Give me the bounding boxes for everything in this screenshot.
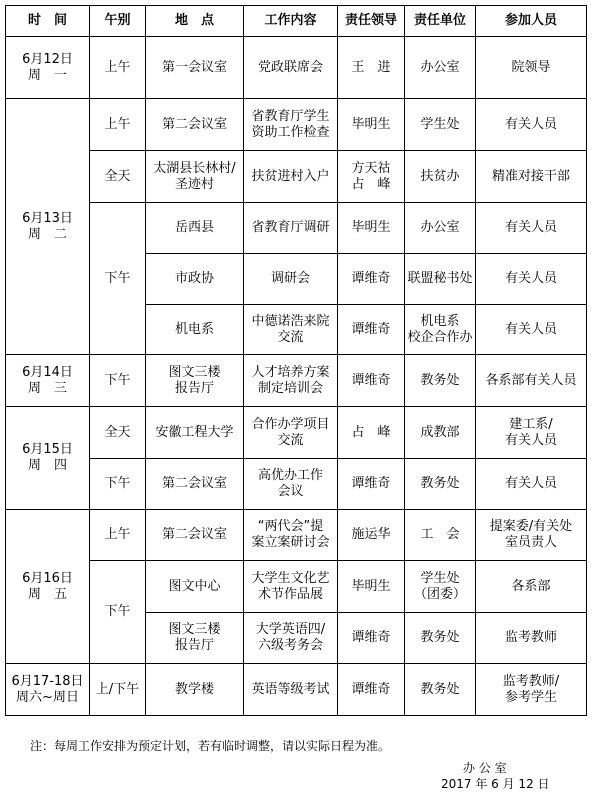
unit-cell: 学生处 （团委） [405, 561, 476, 613]
location-cell: 第二会议室 [146, 510, 244, 561]
content-cell: 调研会 [244, 254, 338, 305]
date-cell: 6月16日 周 五 [6, 510, 90, 664]
signature-date: 2017 年 6 月 12 日 [441, 777, 550, 791]
leader-cell: 谭维奇 [338, 254, 405, 305]
period-cell: 下午 [90, 459, 146, 510]
unit-cell: 教务处 [405, 459, 476, 510]
participants-cell: 各系部有关人员 [476, 355, 587, 407]
header-leader: 责任领导 [338, 6, 405, 37]
content-cell: “两代会”提 案立案研讨会 [244, 510, 338, 561]
location-cell: 图文三楼 报告厅 [146, 355, 244, 407]
period-cell: 上午 [90, 99, 146, 151]
content-cell: 省教育厅调研 [244, 203, 338, 254]
content-cell: 人才培养方案 制定培训会 [244, 355, 338, 407]
participants-cell: 提案委/有关处 室员责人 [476, 510, 587, 561]
header-participants: 参加人员 [476, 6, 587, 37]
leader-cell: 谭维奇 [338, 305, 405, 355]
unit-cell: 教务处 [405, 355, 476, 407]
leader-cell: 占 峰 [338, 407, 405, 459]
leader-cell: 毕明生 [338, 561, 405, 613]
location-cell: 第一会议室 [146, 37, 244, 99]
location-cell: 图文三楼 报告厅 [146, 613, 244, 664]
unit-cell: 机电系 校企合作办 [405, 305, 476, 355]
content-cell: 合作办学项目 交流 [244, 407, 338, 459]
participants-cell: 有关人员 [476, 254, 587, 305]
table-row [6, 203, 587, 254]
participants-cell: 有关人员 [476, 459, 587, 510]
participants-cell: 精准对接干部 [476, 151, 587, 203]
table-row [6, 151, 587, 203]
header-location: 地 点 [146, 6, 244, 37]
table-row [6, 37, 587, 99]
period-cell: 全天 [90, 407, 146, 459]
participants-cell: 有关人员 [476, 203, 587, 254]
leader-cell: 谭维奇 [338, 664, 405, 716]
date-cell: 6月17-18日 周六~周日 [6, 664, 90, 716]
period-cell: 上午 [90, 37, 146, 99]
header-row [6, 6, 587, 37]
table-row [6, 99, 587, 151]
content-cell: 扶贫进村入户 [244, 151, 338, 203]
content-cell: 中德诺浩来院 交流 [244, 305, 338, 355]
location-cell: 机电系 [146, 305, 244, 355]
leader-cell: 谭维奇 [338, 355, 405, 407]
date-cell: 6月14日 周 三 [6, 355, 90, 407]
location-cell: 第二会议室 [146, 99, 244, 151]
leader-cell: 谭维奇 [338, 459, 405, 510]
unit-cell: 教务处 [405, 613, 476, 664]
date-cell: 6月12日 周 一 [6, 37, 90, 99]
location-cell: 市政协 [146, 254, 244, 305]
table-row [6, 561, 587, 613]
table-row [6, 459, 587, 510]
location-cell: 安徽工程大学 [146, 407, 244, 459]
location-cell: 教学楼 [146, 664, 244, 716]
header-content: 工作内容 [244, 6, 338, 37]
participants-cell: 有关人员 [476, 305, 587, 355]
footer-note: 注：每周工作安排为预定计划，若有临时调整，请以实际日程为准。 [30, 739, 391, 753]
unit-cell: 联盟秘书处 [405, 254, 476, 305]
content-cell: 大学英语四/ 六级考务会 [244, 613, 338, 664]
period-cell: 全天 [90, 151, 146, 203]
unit-cell: 工 会 [405, 510, 476, 561]
header-unit: 责任单位 [405, 6, 476, 37]
leader-cell: 毕明生 [338, 203, 405, 254]
content-cell: 省教育厅学生 资助工作检查 [244, 99, 338, 151]
participants-cell: 各系部 [476, 561, 587, 613]
leader-cell: 施运华 [338, 510, 405, 561]
unit-cell: 办公室 [405, 37, 476, 99]
date-cell: 6月15日 周 四 [6, 407, 90, 510]
unit-cell: 办公室 [405, 203, 476, 254]
leader-cell: 谭维奇 [338, 613, 405, 664]
location-cell: 太湖县长林村/ 圣迹村 [146, 151, 244, 203]
table-row [6, 664, 587, 716]
date-cell: 6月13日 周 二 [6, 99, 90, 355]
leader-cell: 王 进 [338, 37, 405, 99]
participants-cell: 监考教师 [476, 613, 587, 664]
participants-cell: 建工系/ 有关人员 [476, 407, 587, 459]
location-cell: 图文中心 [146, 561, 244, 613]
weekly-schedule-table [5, 5, 587, 716]
unit-cell: 扶贫办 [405, 151, 476, 203]
location-cell: 岳西县 [146, 203, 244, 254]
period-cell: 上午 [90, 510, 146, 561]
period-cell: 上/下午 [90, 664, 146, 716]
period-cell: 下午 [90, 203, 146, 355]
leader-cell: 方天祜 占 峰 [338, 151, 405, 203]
unit-cell: 成教部 [405, 407, 476, 459]
unit-cell: 学生处 [405, 99, 476, 151]
header-period: 午别 [90, 6, 146, 37]
header-time: 时 间 [6, 6, 90, 37]
location-cell: 第二会议室 [146, 459, 244, 510]
period-cell: 下午 [90, 355, 146, 407]
leader-cell: 毕明生 [338, 99, 405, 151]
content-cell: 英语等级考试 [244, 664, 338, 716]
unit-cell: 教务处 [405, 664, 476, 716]
signature-office: 办 公 室 [463, 761, 507, 775]
participants-cell: 院领导 [476, 37, 587, 99]
content-cell: 高优办工作 会议 [244, 459, 338, 510]
participants-cell: 监考教师/ 参考学生 [476, 664, 587, 716]
participants-cell: 有关人员 [476, 99, 587, 151]
period-cell: 下午 [90, 561, 146, 664]
content-cell: 党政联席会 [244, 37, 338, 99]
table-row [6, 355, 587, 407]
table-row [6, 407, 587, 459]
content-cell: 大学生文化艺 术节作品展 [244, 561, 338, 613]
table-row [6, 510, 587, 561]
